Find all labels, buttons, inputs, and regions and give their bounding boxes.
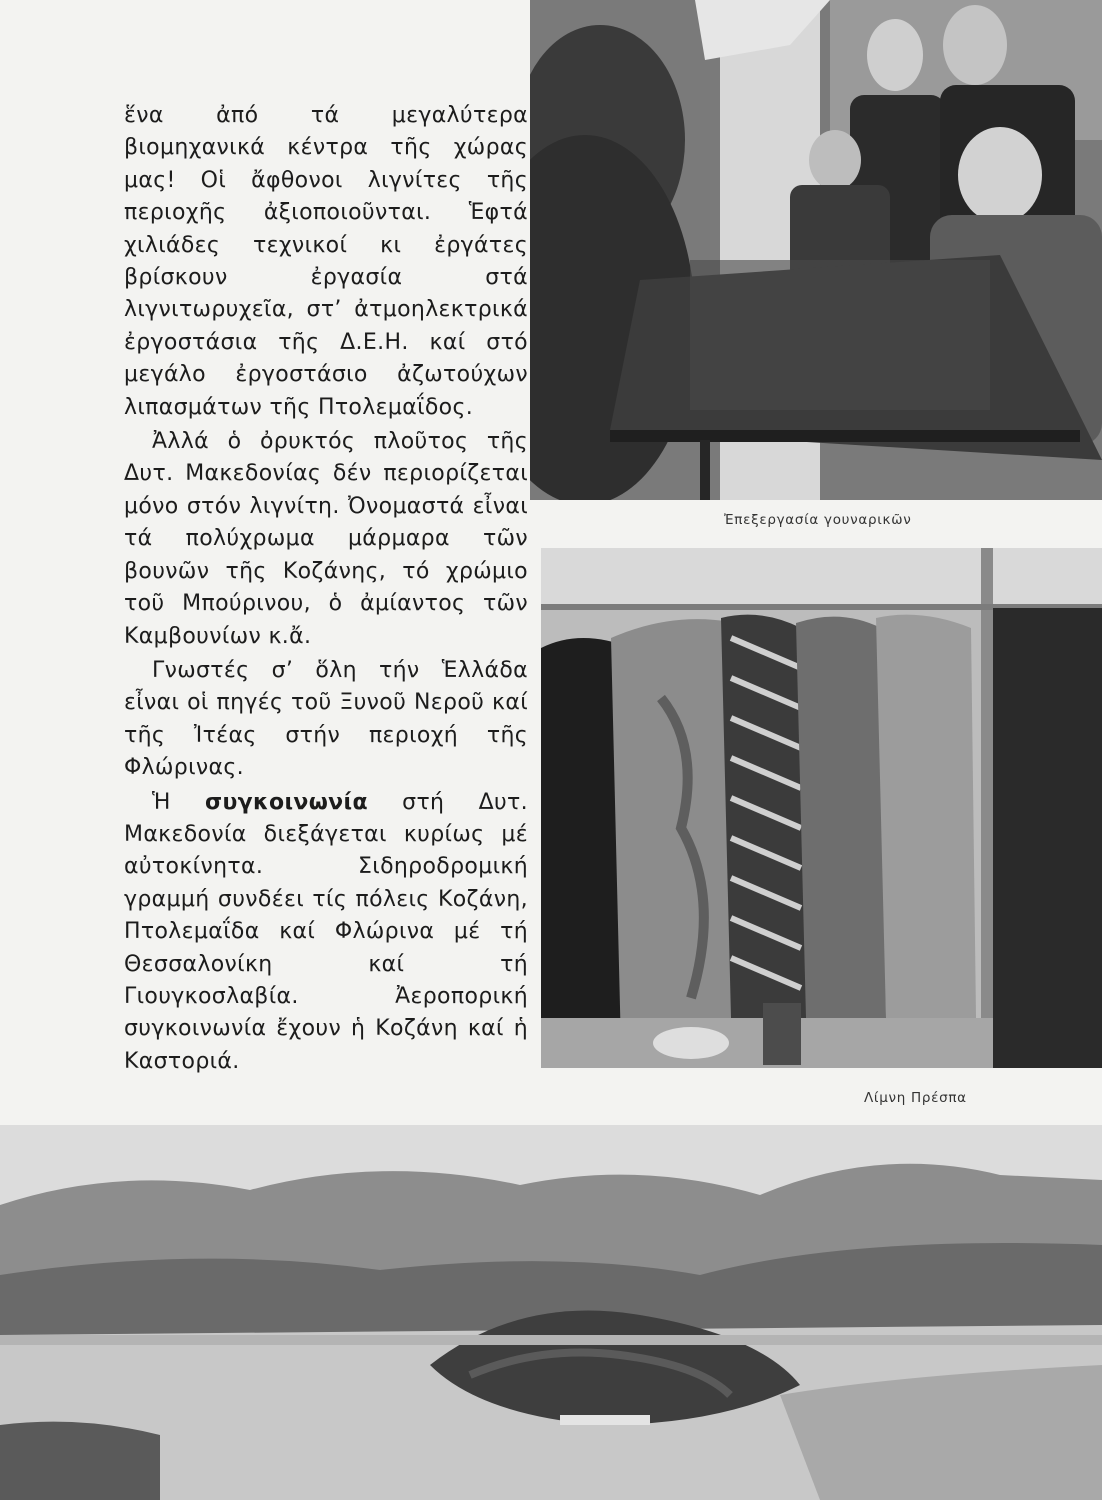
article-body xyxy=(124,100,528,1078)
lake-caption: Λίμνη Πρέσπα xyxy=(864,1090,967,1106)
paragraph-transport xyxy=(124,787,528,1079)
workshop-caption: Ἐπεξεργασία γουναρικῶν xyxy=(724,512,912,528)
transport-rest: στή Δυτ. Μακεδονία διεξάγεται κυρίως μέ αὐτοκίνητα. Σιδηροδρομική γραμμή συνδέει τίς πόλεις Κοζάνη, Πτολεμαΐδα καί Φλώρινα μέ τή Θεσσαλονίκη καί τή Γιουγκοσλαβία. Ἀεροπορική συγκοινωνία ἔχουν ἡ Κοζάνη καί ἡ Καστοριά. xyxy=(124,789,528,1074)
fur-workshop-photo xyxy=(530,0,1102,500)
paragraph-springs: Γνωστές σ’ ὅλη τήν Ἑλλάδα εἶναι οἱ πηγές τοῦ Ξυνοῦ Νεροῦ καί τῆς Ἰτέας στήν περιοχή τῆς Φλώρινας. xyxy=(124,657,528,781)
lake-prespa-photo xyxy=(0,1125,1102,1500)
fur-coats-photo xyxy=(541,548,1102,1068)
paragraph-minerals: Ἀλλά ὁ ὀρυκτός πλοῦτος τῆς Δυτ. Μακεδονίας δέν περιορίζεται μόνο στόν λιγνίτη. Ὀνομαστά εἶναι τά πολύχρωμα μάρμαρα τῶν βουνῶν τῆς Κοζάνης, τό χρώμιο τοῦ Μπούρινου, ὁ ἀμίαντος τῶν Καμβουνίων κ.ἄ. xyxy=(124,429,528,649)
transport-keyword: συγκοινωνία xyxy=(204,789,368,815)
transport-lead: Ἡ xyxy=(152,789,205,815)
paragraph-industry: ἕνα ἀπό τά μεγαλύτερα βιομηχανικά κέντρα τῆς χώρας μας! Οἱ ἄφθονοι λιγνίτες τῆς περιοχῆς ἀξιοποιοῦνται. Ἑφτά χιλιάδες τεχνικοί κι ἐργάτες βρίσκουν ἐργασία στά λιγνιτωρυχεῖα, στ’ ἀτμοηλεκτρικά ἐργοστάσια τῆς Δ.Ε.Η. καί στό μεγάλο ἐργοστάσιο ἀζωτούχων λιπασμάτων τῆς Πτολεμαΐδος. xyxy=(124,103,528,420)
